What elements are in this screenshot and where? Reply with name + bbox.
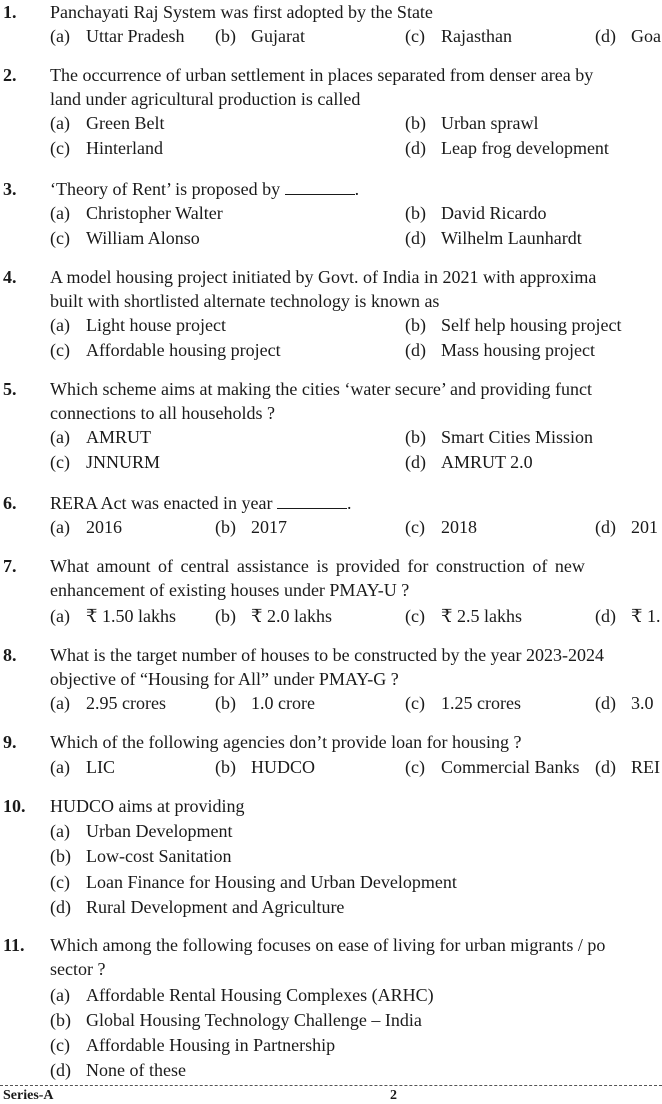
- option-b: (b) Self help housing project: [405, 315, 622, 335]
- question-number: 1.: [3, 2, 17, 22]
- question-text: [50, 643, 662, 691]
- option-c: (c) 2018: [405, 517, 477, 537]
- series-label: Series-A: [3, 1088, 54, 1103]
- question-number: 8.: [3, 645, 17, 665]
- option-c: (c) Affordable housing project: [50, 340, 281, 360]
- question-line: Which of the following agencies don’t provide loan for housing ?: [50, 732, 522, 752]
- option-a: (a) AMRUT: [50, 427, 152, 447]
- question-text: [50, 265, 662, 313]
- option-c: (c) Rajasthan: [405, 26, 512, 46]
- question-text: [50, 554, 662, 602]
- question-text: [50, 177, 662, 201]
- option-d: (d) ₹ 1.: [595, 606, 661, 626]
- question-number: 3.: [3, 179, 17, 199]
- option-c: (c) Commercial Banks: [405, 757, 580, 777]
- question-line: RERA Act was enacted in year .: [50, 493, 352, 513]
- option-a: (a) 2016: [50, 517, 122, 537]
- option-a: (a) ₹ 1.50 lakhs: [50, 606, 176, 626]
- question-line: What amount of central assistance is provided for construction of new: [50, 556, 585, 576]
- question-line: enhancement of existing houses under PMAY-U ?: [50, 580, 410, 600]
- option-a: (a) Green Belt: [50, 113, 165, 133]
- question-number: 9.: [3, 732, 17, 752]
- option-d: (d) Rural Development and Agriculture: [50, 897, 345, 917]
- option-b: (b) 1.0 crore: [215, 693, 315, 713]
- question-line: What is the target number of houses to be constructed by the year 2023-2024: [50, 645, 605, 665]
- option-c: (c) JNNURM: [50, 452, 161, 472]
- option-a: (a) Christopher Walter: [50, 203, 223, 223]
- page-number: 2: [390, 1088, 397, 1103]
- question-number: 6.: [3, 493, 17, 513]
- option-b: (b) Low-cost Sanitation: [50, 846, 232, 866]
- option-d: (d) Goa: [595, 26, 661, 46]
- question-number: 2.: [3, 65, 17, 85]
- option-b: (b) Global Housing Technology Challenge – India: [50, 1010, 422, 1030]
- question-line: sector ?: [50, 959, 106, 979]
- option-b: (b) 2017: [215, 517, 287, 537]
- question-text: [50, 933, 662, 981]
- question-line: The occurrence of urban settlement in places separated from denser area by: [50, 65, 594, 85]
- option-a: (a) Affordable Rental Housing Complexes (ARHC): [50, 985, 434, 1005]
- option-a: (a) Uttar Pradesh: [50, 26, 185, 46]
- option-d: (d) 201: [595, 517, 658, 537]
- question-line: objective of “Housing for All” under PMAY-G ?: [50, 669, 399, 689]
- question-number: 4.: [3, 267, 17, 287]
- question-line: Which scheme aims at making the cities ‘water secure’ and providing funct: [50, 379, 592, 399]
- option-c: (c) ₹ 2.5 lakhs: [405, 606, 522, 626]
- option-b: (b) Urban sprawl: [405, 113, 539, 133]
- question-line: ‘Theory of Rent’ is proposed by .: [50, 179, 360, 199]
- option-b: (b) Smart Cities Mission: [405, 427, 594, 447]
- option-d: (d) Mass housing project: [405, 340, 595, 360]
- answer-blank: [285, 178, 355, 195]
- question-text: [50, 377, 662, 425]
- option-d: (d) REI: [595, 757, 660, 777]
- option-c: (c) Loan Finance for Housing and Urban Development: [50, 872, 457, 892]
- question-line: A model housing project initiated by Govt. of India in 2021 with approxima: [50, 267, 597, 287]
- option-d: (d) None of these: [50, 1060, 186, 1080]
- option-d: (d) AMRUT 2.0: [405, 452, 533, 472]
- question-number: 7.: [3, 556, 17, 576]
- option-b: (b) David Ricardo: [405, 203, 547, 223]
- option-a: (a) Light house project: [50, 315, 226, 335]
- option-a: (a) Urban Development: [50, 821, 233, 841]
- option-a: (a) LIC: [50, 757, 115, 777]
- question-text: [50, 730, 662, 754]
- question-text: [50, 63, 662, 111]
- option-c: (c) Hinterland: [50, 138, 163, 158]
- question-text: [50, 491, 662, 515]
- option-c: (c) William Alonso: [50, 228, 200, 248]
- question-line: Panchayati Raj System was first adopted by the State: [50, 2, 433, 22]
- question-number: 11.: [3, 935, 25, 955]
- answer-blank: [277, 492, 347, 509]
- question-line: connections to all households ?: [50, 403, 275, 423]
- option-b: (b) HUDCO: [215, 757, 316, 777]
- question-line: HUDCO aims at providing: [50, 796, 245, 816]
- option-d: (d) 3.0: [595, 693, 654, 713]
- footer-divider: [0, 1085, 662, 1086]
- question-text: [50, 0, 662, 24]
- option-d: (d) Leap frog development: [405, 138, 609, 158]
- question-number: 10.: [3, 796, 26, 816]
- option-d: (d) Wilhelm Launhardt: [405, 228, 582, 248]
- question-line: built with shortlisted alternate technology is known as: [50, 291, 440, 311]
- question-line: land under agricultural production is called: [50, 89, 361, 109]
- question-number: 5.: [3, 379, 17, 399]
- question-text: [50, 794, 662, 818]
- option-c: (c) Affordable Housing in Partnership: [50, 1035, 336, 1055]
- option-b: (b) ₹ 2.0 lakhs: [215, 606, 332, 626]
- option-a: (a) 2.95 crores: [50, 693, 166, 713]
- option-c: (c) 1.25 crores: [405, 693, 521, 713]
- option-b: (b) Gujarat: [215, 26, 305, 46]
- question-line: Which among the following focuses on ease of living for urban migrants / po: [50, 935, 606, 955]
